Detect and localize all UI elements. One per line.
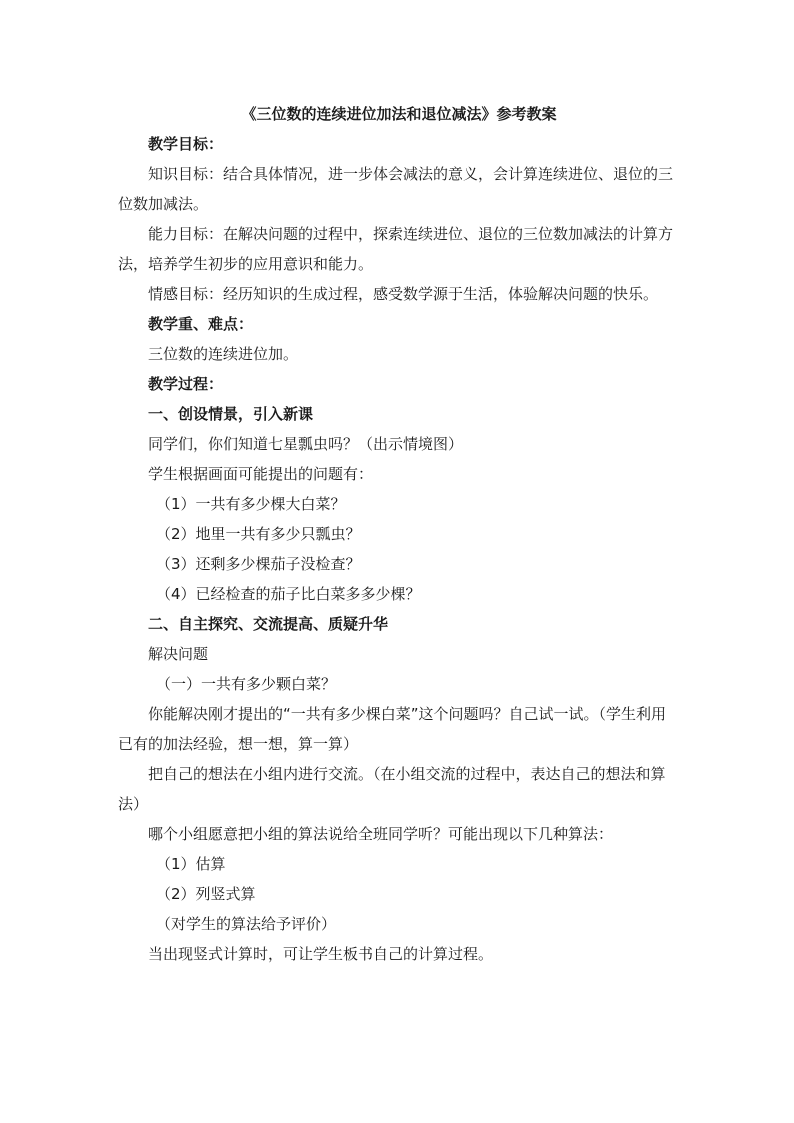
paragraph-ability-goal: 能力目标：在解决问题的过程中，探索连续进位、退位的三位数加减法的计算方法，培养学生初步的应用意识和能力。 xyxy=(118,225,674,273)
paragraph-knowledge-goal: 知识目标：结合具体情况，进一步体会减法的意义，会计算连续进位、退位的三位数加减法。 xyxy=(118,165,674,213)
paragraph-possible-questions: 学生根据画面可能提出的问题有： xyxy=(148,465,374,483)
paragraph-intro-question: 同学们，你们知道七星瓢虫吗？（出示情境图） xyxy=(148,435,464,453)
paragraph-group-exchange: 把自己的想法在小组内进行交流。（在小组交流的过程中，表达自己的想法和算法） xyxy=(118,765,666,813)
list-item: （3）还剩多少棵茄子没检查？ xyxy=(156,555,361,573)
paragraph-vertical-calc: 当出现竖式计算时，可让学生板书自己的计算过程。 xyxy=(148,945,494,963)
list-item: （1）一共有多少棵大白菜？ xyxy=(156,495,346,513)
paragraph-solve-problem: 解决问题 xyxy=(148,645,209,663)
document-body xyxy=(118,99,680,969)
list-item: （对学生的算法给予评价） xyxy=(156,915,337,933)
heading-teaching-process: 教学过程： xyxy=(148,375,224,393)
list-item: （4）已经检查的茄子比白菜多多少棵？ xyxy=(156,585,421,603)
heading-section-one: 一、创设情景，引入新课 xyxy=(148,405,314,423)
paragraph-key-point: 三位数的连续进位加。 xyxy=(148,345,299,363)
list-item: （1）估算 xyxy=(156,855,226,873)
document-title: 《三位数的连续进位加法和退位减法》参考教案 xyxy=(241,105,557,123)
heading-teaching-goals: 教学目标： xyxy=(148,135,224,153)
list-item: （2）列竖式算 xyxy=(156,885,256,903)
list-item: （2）地里一共有多少只瓢虫？ xyxy=(156,525,361,543)
heading-section-two: 二、自主探究、交流提高、质疑升华 xyxy=(148,615,389,633)
heading-key-points: 教学重、难点： xyxy=(148,315,254,333)
list-item: （一）一共有多少颗白菜？ xyxy=(156,675,337,693)
paragraph-share-methods: 哪个小组愿意把小组的算法说给全班同学听？可能出现以下几种算法： xyxy=(148,825,614,843)
paragraph-emotion-goal: 情感目标：经历知识的生成过程，感受数学源于生活，体验解决问题的快乐。 xyxy=(148,285,659,303)
paragraph-try-yourself: 你能解决刚才提出的“一共有多少棵白菜”这个问题吗？自己试一试。（学生利用已有的加法经验，想一想，算一算） xyxy=(118,705,667,753)
